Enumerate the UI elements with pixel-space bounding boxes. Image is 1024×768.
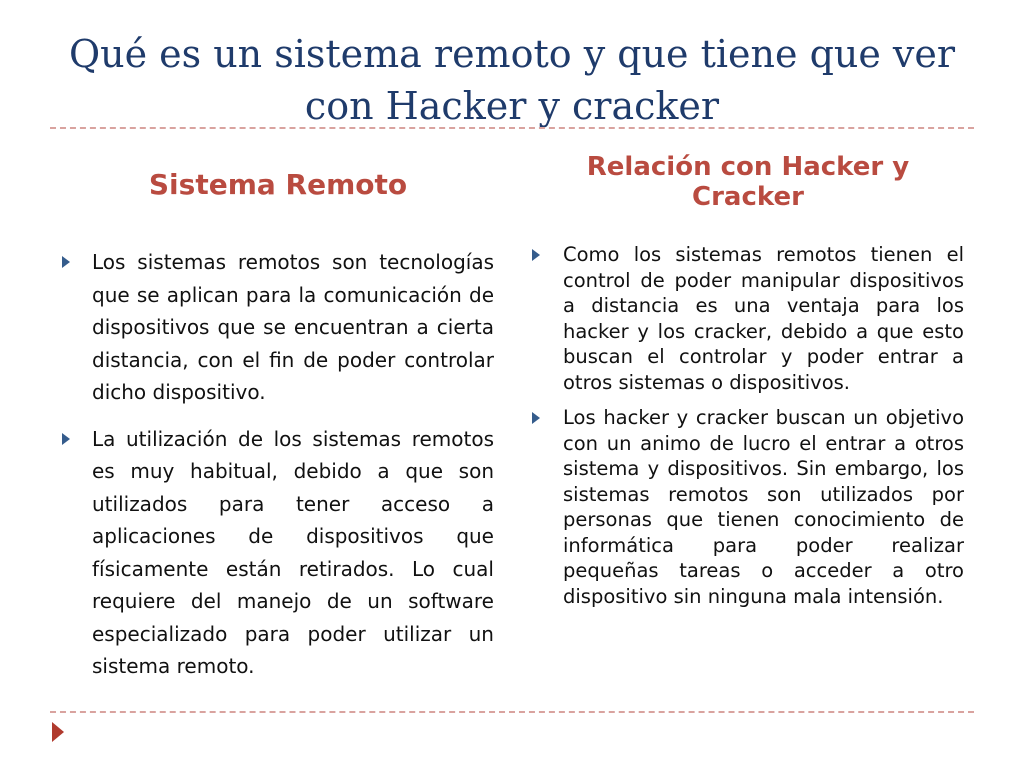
list-item (60, 423, 494, 683)
left-column-heading: Sistema Remoto (148, 168, 408, 201)
bullet-text: Como los sistemas remotos tienen el control de poder manipular dispositivos a distancia es una ventaja para los hacker y los cracker, debido a que esto buscan el controlar y poder entrar a otros sistemas o dispositivos. (563, 243, 964, 394)
list-item (530, 242, 964, 395)
right-bullet-list (530, 242, 964, 619)
triangle-bullet-icon (62, 256, 70, 268)
bullet-text: Los sistemas remotos son tecnologías que se aplican para la comunicación de dispositivos que se encuentran a cierta distancia, con el fin de poder controlar dicho dispositivo. (92, 250, 494, 404)
left-bullet-list (60, 246, 494, 697)
right-column-heading: Relación con Hacker y Cracker (586, 152, 910, 212)
top-divider (50, 127, 974, 129)
bullet-text: La utilización de los sistemas remotos es muy habitual, debido a que son utilizados para tener acceso a aplicaciones de dispositivos que físicamente están retirados. Lo cual requiere del manejo de un software especializado para poder utilizar un sistema remoto. (92, 426, 494, 678)
list-item (530, 405, 964, 609)
triangle-bullet-icon (532, 249, 540, 261)
triangle-bullet-icon (532, 412, 540, 424)
triangle-bullet-icon (62, 433, 70, 445)
bottom-divider (50, 711, 974, 713)
bullet-text: Los hacker y cracker buscan un objetivo con un animo de lucro el entrar a otros sistema y dispositivos. Sin embargo, los sistemas remotos son utilizados por personas que tienen conocimiento de informática para poder realizar pequeñas tareas o acceder a otro dispositivo sin ninguna mala intensión. (563, 406, 964, 608)
slide-title: Qué es un sistema remoto y que tiene que ver con Hacker y cracker (68, 32, 956, 128)
list-item (60, 246, 494, 409)
triangle-corner-icon (52, 722, 64, 742)
